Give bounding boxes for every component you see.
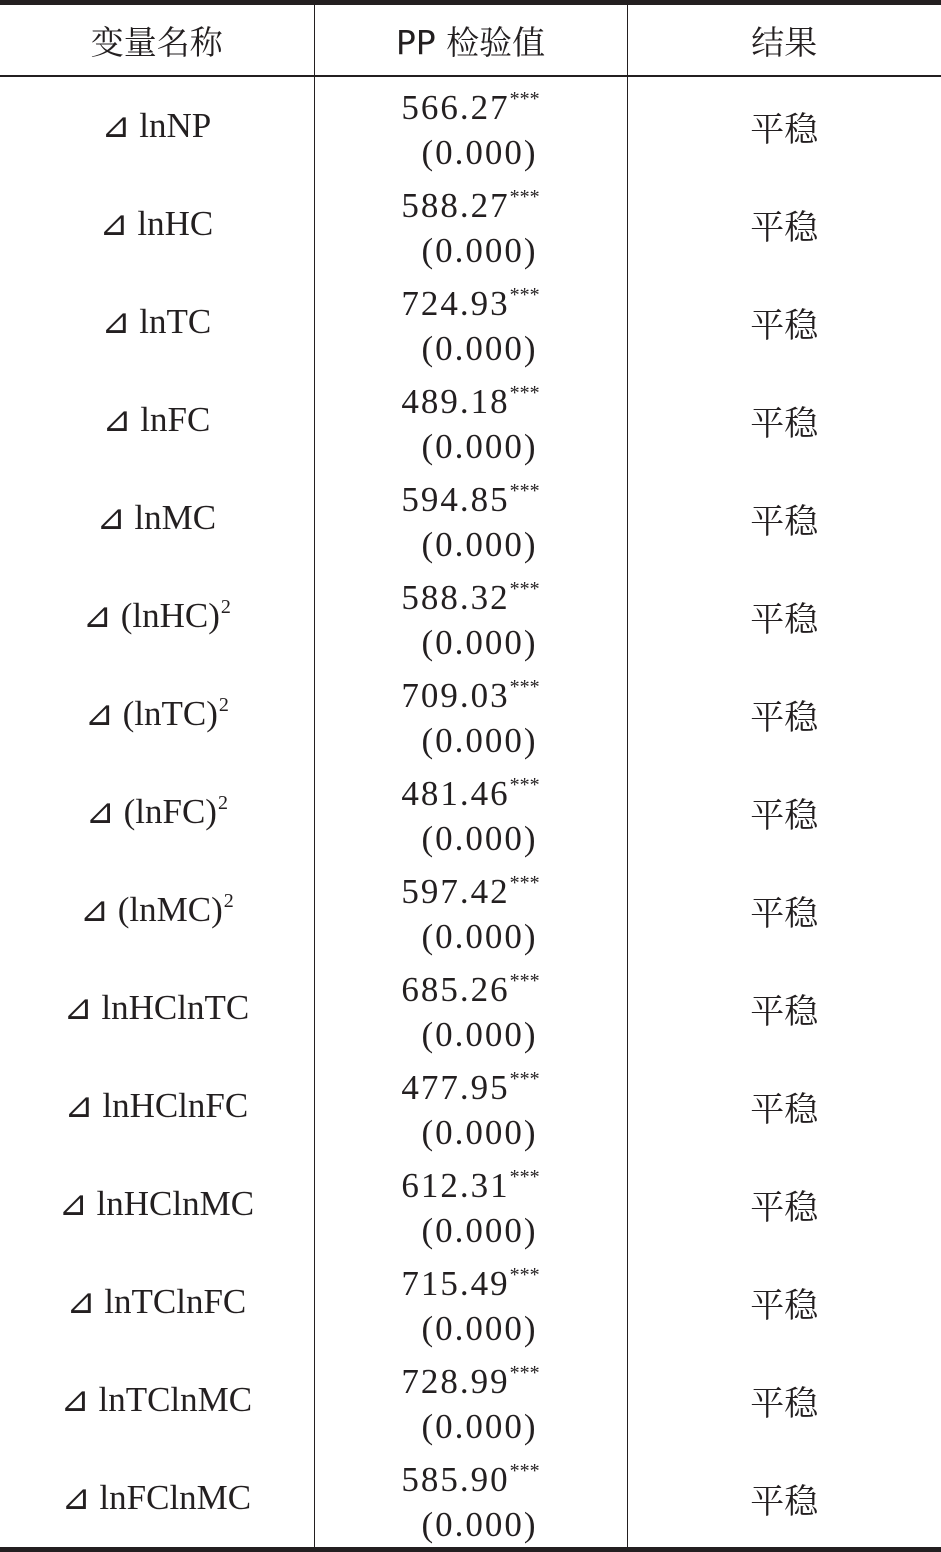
variable-name: ⊿ lnTC (101, 302, 212, 341)
variable-cell (0, 273, 314, 371)
pp-value-cell (314, 371, 627, 469)
table-row (0, 567, 941, 665)
pp-value-cell (314, 1253, 627, 1351)
result-cell: 平稳 (750, 305, 819, 346)
p-value: (0.000) (421, 1505, 538, 1544)
pp-value-line (315, 1253, 627, 1306)
variable-cell (0, 665, 314, 763)
table-row (0, 1155, 941, 1253)
result-cell: 平稳 (750, 207, 819, 248)
significance-stars: *** (509, 1068, 540, 1090)
result-cell: 平稳 (750, 1187, 819, 1228)
result-cell: 平稳 (750, 599, 819, 640)
table-row (0, 469, 941, 567)
variable-superscript: 2 (218, 694, 229, 716)
p-value: (0.000) (421, 917, 538, 956)
variable-cell (0, 567, 314, 665)
variable-cell (0, 763, 314, 861)
pp-statistic: 594.85 (401, 480, 510, 519)
pp-value-cell (314, 567, 627, 665)
p-value: (0.000) (421, 1407, 538, 1446)
pp-statistic: 481.46 (401, 774, 510, 813)
p-value: (0.000) (421, 1113, 538, 1152)
variable-name: ⊿ lnHClnFC (64, 1086, 249, 1125)
pp-value-line (315, 1351, 627, 1404)
significance-stars: *** (509, 1264, 540, 1286)
header-result: 结果 (627, 3, 941, 77)
pp-value-cell (314, 763, 627, 861)
header-variable-name: 变量名称 (0, 3, 314, 77)
variable-name: ⊿ lnMC (96, 498, 217, 537)
p-value: (0.000) (421, 231, 538, 270)
table-row (0, 175, 941, 273)
pp-value-line (315, 1449, 627, 1502)
result-cell: 平稳 (750, 893, 819, 934)
pp-value-line (315, 959, 627, 1012)
table-row (0, 371, 941, 469)
variable-cell (0, 469, 314, 567)
pp-statistic: 685.26 (401, 970, 510, 1009)
variable-name: ⊿ lnNP (101, 106, 212, 145)
variable-name: ⊿ (lnHC) (82, 596, 220, 635)
pp-value-line (315, 665, 627, 718)
table-row (0, 1253, 941, 1351)
pp-value-cell (314, 861, 627, 959)
pp-value-line (315, 469, 627, 522)
pp-value-cell (314, 665, 627, 763)
table-row (0, 861, 941, 959)
significance-stars: *** (509, 186, 540, 208)
result-cell: 平稳 (627, 1449, 941, 1550)
pp-statistic: 588.27 (401, 186, 510, 225)
result-cell: 平稳 (750, 403, 819, 444)
variable-name: ⊿ lnTClnMC (60, 1380, 253, 1419)
pp-value-line (315, 567, 627, 620)
result-cell: 平稳 (750, 795, 819, 836)
pp-value-line (315, 77, 627, 130)
pp-value-line (315, 1155, 627, 1208)
pp-value-cell (314, 1057, 627, 1155)
pp-value-cell (314, 1155, 627, 1253)
result-cell: 平稳 (750, 697, 819, 738)
pp-statistic: 566.27 (401, 88, 510, 127)
variable-name: ⊿ lnHClnTC (63, 988, 250, 1027)
variable-superscript: 2 (217, 792, 228, 814)
pp-statistic: 588.32 (401, 578, 510, 617)
table-row (0, 76, 941, 175)
pp-statistic: 715.49 (401, 1264, 510, 1303)
pp-statistic: 709.03 (401, 676, 510, 715)
pp-value-cell (314, 959, 627, 1057)
table-row (0, 763, 941, 861)
p-value: (0.000) (421, 1211, 538, 1250)
header-row (0, 3, 941, 77)
variable-name: ⊿ lnFClnMC (61, 1478, 252, 1517)
p-value: (0.000) (421, 721, 538, 760)
p-value: (0.000) (421, 623, 538, 662)
p-value: (0.000) (421, 427, 538, 466)
significance-stars: *** (509, 1166, 540, 1188)
pp-value-line (315, 273, 627, 326)
pp-value-line (315, 175, 627, 228)
pp-value-line (315, 861, 627, 914)
variable-cell (0, 1253, 314, 1351)
pp-statistic: 728.99 (401, 1362, 510, 1401)
variable-name: ⊿ (lnTC) (84, 694, 218, 733)
variable-name: ⊿ lnHClnMC (58, 1184, 255, 1223)
pp-value-line (315, 763, 627, 816)
variable-name: ⊿ lnHC (99, 204, 214, 243)
variable-cell (0, 1449, 314, 1550)
pp-value-cell (314, 273, 627, 371)
variable-name: ⊿ lnTClnFC (66, 1282, 247, 1321)
pp-statistic: 597.42 (401, 872, 510, 911)
significance-stars: *** (509, 382, 540, 404)
significance-stars: *** (509, 284, 540, 306)
p-value: (0.000) (421, 1015, 538, 1054)
pp-statistic: 585.90 (401, 1460, 510, 1499)
p-value: (0.000) (421, 819, 538, 858)
variable-cell (0, 861, 314, 959)
result-cell: 平稳 (750, 501, 819, 542)
table-body (0, 76, 941, 1550)
table-row (0, 1351, 941, 1449)
variable-name: ⊿ (lnMC) (79, 890, 223, 929)
variable-superscript: 2 (220, 596, 231, 618)
pp-value-line (315, 371, 627, 424)
result-cell: 平稳 (750, 1383, 819, 1424)
variable-cell (0, 76, 314, 175)
table-row (0, 959, 941, 1057)
variable-cell (0, 1057, 314, 1155)
variable-cell (0, 959, 314, 1057)
table-row (0, 1449, 941, 1550)
significance-stars: *** (509, 578, 540, 600)
pp-value-cell (314, 469, 627, 567)
table-row (0, 665, 941, 763)
table-row (0, 273, 941, 371)
significance-stars: *** (509, 88, 540, 110)
significance-stars: *** (509, 1362, 540, 1384)
pp-value-cell (314, 1351, 627, 1449)
significance-stars: *** (509, 676, 540, 698)
variable-cell (0, 371, 314, 469)
pp-value-cell (314, 1449, 627, 1550)
pp-statistic: 724.93 (401, 284, 510, 323)
significance-stars: *** (509, 970, 540, 992)
p-value: (0.000) (421, 525, 538, 564)
p-value: (0.000) (421, 329, 538, 368)
significance-stars: *** (509, 1460, 540, 1482)
pp-statistic: 612.31 (401, 1166, 510, 1205)
variable-cell (0, 1155, 314, 1253)
variable-name: ⊿ lnFC (102, 400, 211, 439)
variable-name: ⊿ (lnFC) (85, 792, 217, 831)
variable-cell (0, 175, 314, 273)
result-cell: 平稳 (750, 1089, 819, 1130)
p-value: (0.000) (421, 1309, 538, 1348)
pp-value-cell (314, 76, 627, 175)
result-cell: 平稳 (750, 109, 819, 150)
p-value: (0.000) (421, 133, 538, 172)
significance-stars: *** (509, 872, 540, 894)
significance-stars: *** (509, 480, 540, 502)
result-cell: 平稳 (750, 991, 819, 1032)
result-cell: 平稳 (750, 1285, 819, 1326)
variable-cell (0, 1351, 314, 1449)
pp-value-cell (314, 175, 627, 273)
table-header (0, 3, 941, 77)
variable-superscript: 2 (223, 890, 234, 912)
significance-stars: *** (509, 774, 540, 796)
header-pp-test-value: PP 检验值 (314, 3, 627, 77)
pp-statistic: 489.18 (401, 382, 510, 421)
pp-statistic: 477.95 (401, 1068, 510, 1107)
pp-value-line (315, 1057, 627, 1110)
table-row (0, 1057, 941, 1155)
